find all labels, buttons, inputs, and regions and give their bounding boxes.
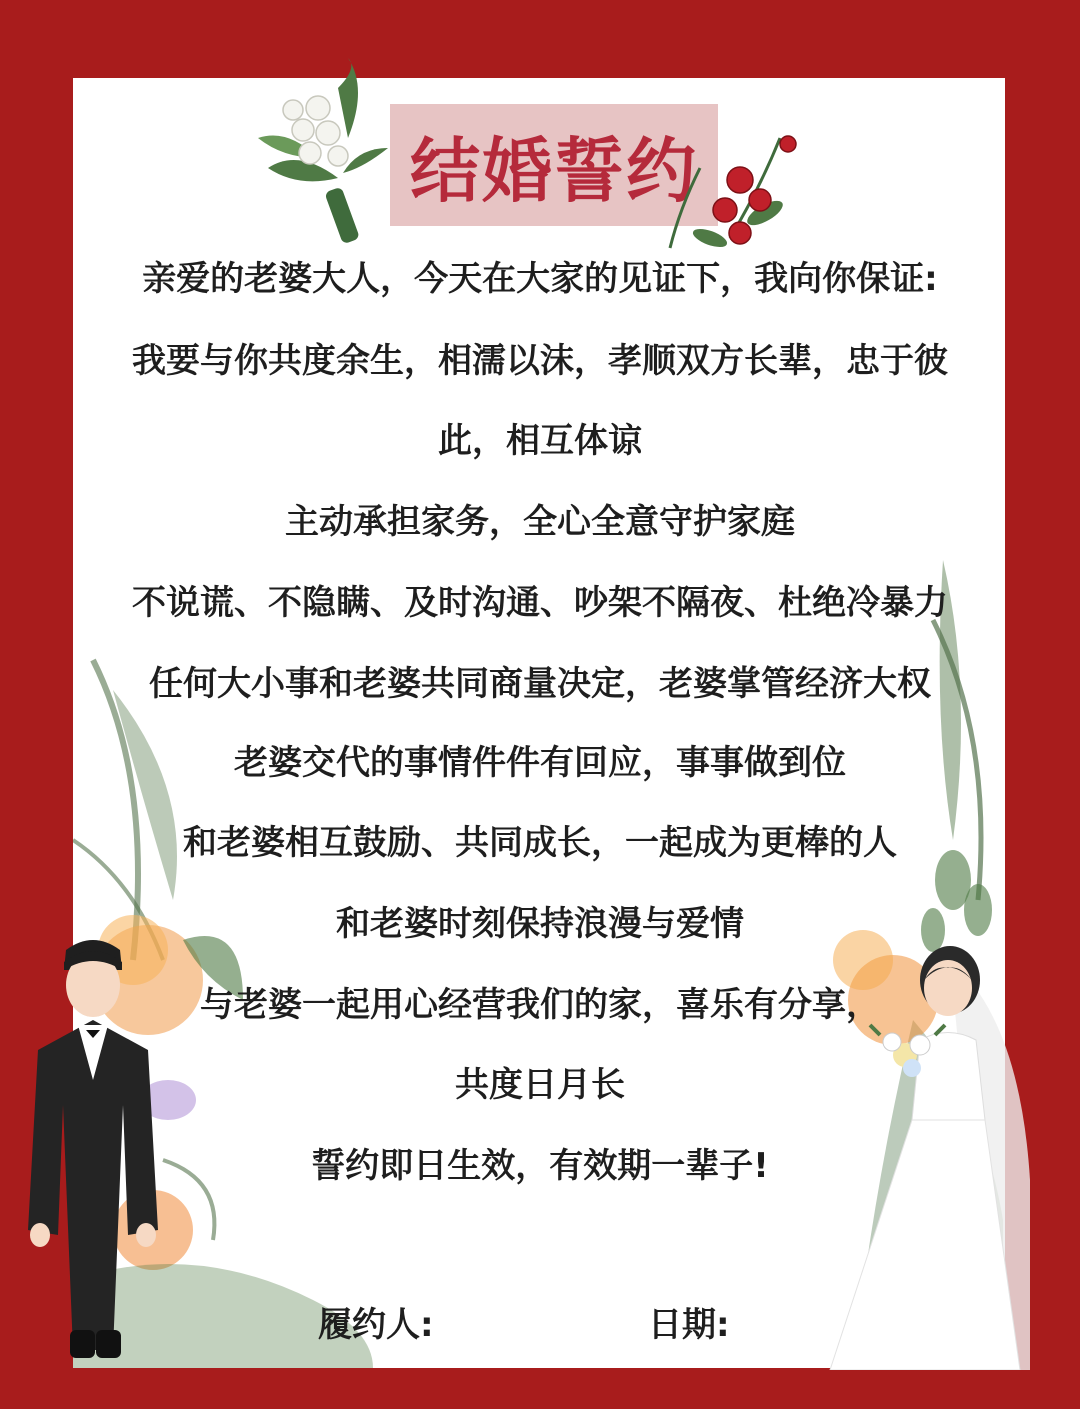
promiser-label: 履约人: [318,1305,434,1345]
red-rose-icon [660,128,800,258]
date-label: 日期: [648,1305,730,1345]
vow-line: 任何大小事和老婆共同商量决定，老婆掌管经济大权 [149,664,931,704]
page-title: 结婚誓约 [410,128,698,212]
vow-line: 共度日月长 [455,1065,625,1105]
vow-line: 和老婆相互鼓励、共同成长，一起成为更棒的人 [183,823,897,863]
vow-line: 老婆交代的事情件件有回应，事事做到位 [234,743,846,783]
vow-line: 此，相互体谅 [438,421,642,461]
vow-line: 誓约即日生效，有效期一辈子! [311,1146,769,1186]
white-flower-bouquet-icon [248,58,408,248]
vow-line: 亲爱的老婆大人，今天在大家的见证下，我向你保证: [142,259,938,299]
vow-line: 我要与你共度余生，相濡以沫，孝顺双方长辈，忠于彼 [132,341,948,381]
vow-line: 不说谎、不隐瞒、及时沟通、吵架不隔夜、杜绝冷暴力 [132,583,948,623]
vow-line: 主动承担家务，全心全意守护家庭 [285,502,795,542]
vow-line: 和老婆时刻保持浪漫与爱情 [336,904,744,944]
vow-line: 与老婆一起用心经营我们的家，喜乐有分享， [200,985,880,1025]
